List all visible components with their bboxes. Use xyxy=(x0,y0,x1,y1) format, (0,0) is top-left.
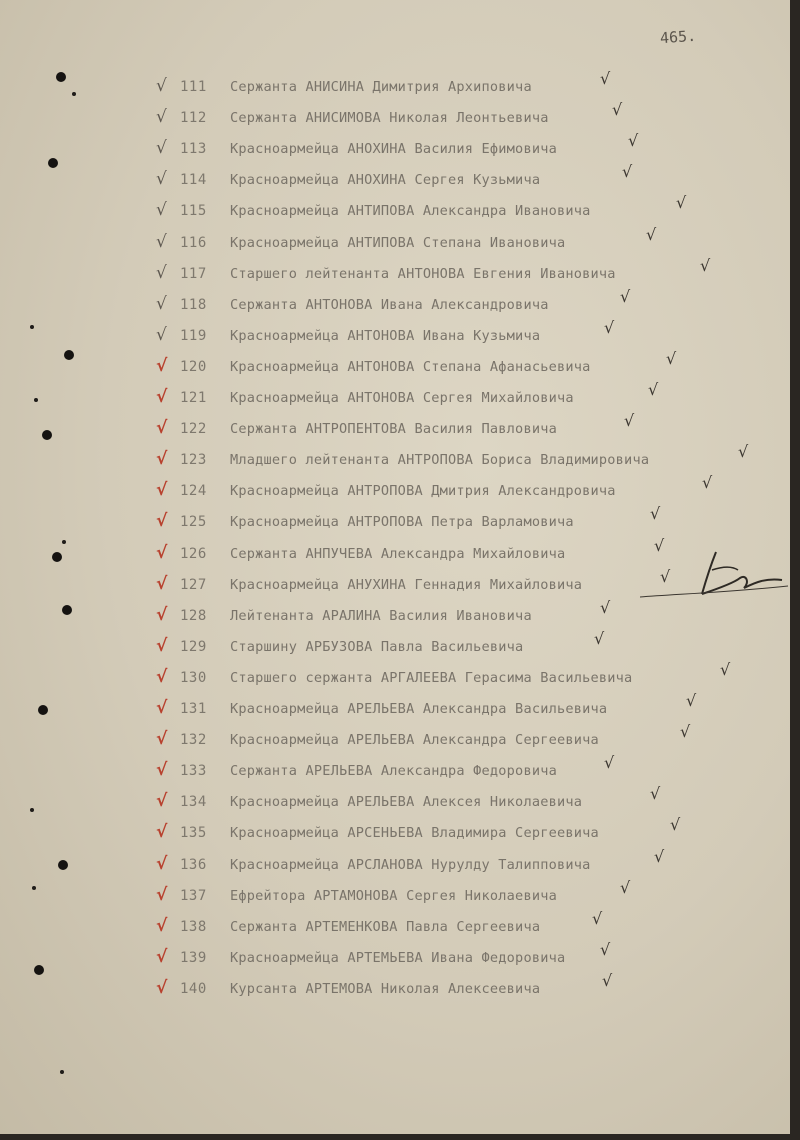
list-row xyxy=(0,473,790,504)
check-mark-icon: √ xyxy=(700,255,711,275)
row-name-text: Красноармейца АРСЕНЬЕВА Владимира Сергеевича xyxy=(230,825,599,842)
row-number: 121 xyxy=(180,390,207,406)
scan-edge-bottom xyxy=(0,1134,800,1140)
list-row xyxy=(0,628,790,660)
row-name-text: Старшего сержанта АРГАЛЕЕВА Герасима Васильевича xyxy=(230,669,633,686)
row-name-text: Лейтенанта АРАЛИНА Василия Ивановича xyxy=(230,607,532,624)
list-row xyxy=(0,100,790,131)
tick-mark-icon: √ xyxy=(156,791,168,812)
tick-mark-icon: √ xyxy=(156,387,168,407)
row-name-text: Красноармейца АРТЕМЬЕВА Ивана Федоровича xyxy=(230,949,566,966)
row-number: 123 xyxy=(180,452,207,469)
check-mark-icon: √ xyxy=(648,380,659,399)
check-mark-icon: √ xyxy=(686,691,697,710)
row-number: 122 xyxy=(180,421,207,438)
row-number: 132 xyxy=(180,732,207,749)
tick-mark-icon: √ xyxy=(156,729,168,750)
check-mark-icon: √ xyxy=(620,877,631,897)
tick-mark-icon: √ xyxy=(156,324,167,345)
list-row xyxy=(0,162,790,193)
check-mark-icon: √ xyxy=(620,286,631,306)
check-mark-icon: √ xyxy=(654,846,665,866)
list-row xyxy=(0,193,790,224)
tick-mark-icon: √ xyxy=(156,262,167,283)
check-mark-icon: √ xyxy=(666,348,677,368)
row-number: 137 xyxy=(180,887,207,904)
row-name-text: Сержанта АНПУЧЕВА Александра Михайловича xyxy=(230,545,566,562)
check-mark-icon: √ xyxy=(594,628,605,648)
row-number: 134 xyxy=(180,794,207,811)
row-name-text: Сержанта АРЕЛЬЕВА Александра Федоровича xyxy=(230,763,557,780)
list-row xyxy=(0,815,790,846)
row-name-text: Красноармейца АРЕЛЬЕВА Александра Васильевича xyxy=(230,701,608,717)
tick-mark-icon: √ xyxy=(156,293,167,314)
row-name-text: Красноармейца АНТРОПОВА Дмитрия Александровича xyxy=(230,483,616,500)
check-mark-icon: √ xyxy=(720,659,731,679)
tick-mark-icon: √ xyxy=(156,480,168,501)
row-name-text: Сержанта АНИСИНА Димитрия Архиповича xyxy=(230,79,532,95)
check-mark-icon: √ xyxy=(600,69,611,88)
check-mark-icon: √ xyxy=(624,411,635,431)
tick-mark-icon: √ xyxy=(156,200,167,221)
list-row xyxy=(0,131,790,162)
list-row xyxy=(0,442,790,473)
row-number: 113 xyxy=(180,141,207,158)
row-number: 135 xyxy=(180,825,207,842)
check-mark-icon: √ xyxy=(738,442,749,462)
check-mark-icon: √ xyxy=(604,753,615,773)
tick-mark-icon: √ xyxy=(156,169,167,190)
row-number: 140 xyxy=(180,980,207,997)
tick-mark-icon: √ xyxy=(156,853,168,874)
list-row xyxy=(0,908,790,940)
check-mark-icon: √ xyxy=(650,784,661,804)
list-row xyxy=(0,504,790,535)
row-name-text: Сержанта АНТРОПЕНТОВА Василия Павловича xyxy=(230,421,557,438)
row-name-text: Красноармейца АРЕЛЬЕВА Алексея Николаевича xyxy=(230,794,583,811)
row-number: 120 xyxy=(180,358,207,375)
check-mark-icon: √ xyxy=(676,193,687,213)
tick-mark-icon: √ xyxy=(156,822,168,843)
row-name-text: Красноармейца АНТРОПОВА Петра Варламовича xyxy=(230,514,574,531)
check-mark-icon: √ xyxy=(680,722,691,742)
row-number: 129 xyxy=(180,638,207,655)
check-mark-icon: √ xyxy=(600,597,611,617)
tick-mark-icon: √ xyxy=(156,107,167,128)
list-row xyxy=(0,753,790,784)
tick-mark-icon: √ xyxy=(156,977,168,998)
row-number: 112 xyxy=(180,110,207,127)
list-row xyxy=(0,722,790,753)
list-row xyxy=(0,411,790,442)
row-name-text: Красноармейца АНТИПОВА Александра Ивановича xyxy=(230,203,591,220)
tick-mark-icon: √ xyxy=(156,76,167,96)
row-name-text: Красноармейца АНОХИНА Сергея Кузьмича xyxy=(230,172,541,189)
check-mark-icon: √ xyxy=(646,224,657,244)
check-mark-icon: √ xyxy=(628,131,639,151)
row-number: 118 xyxy=(180,296,207,313)
tick-mark-icon: √ xyxy=(156,946,168,967)
list-row xyxy=(0,348,790,380)
row-name-text: Старшину АРБУЗОВА Павла Васильевича xyxy=(230,638,524,655)
tick-mark-icon: √ xyxy=(156,573,168,594)
tick-mark-icon: √ xyxy=(156,418,168,439)
list-row xyxy=(0,877,790,909)
row-number: 119 xyxy=(180,327,207,344)
row-name-text: Красноармейца АРЕЛЬЕВА Александра Сергеевича xyxy=(230,732,599,749)
row-number: 126 xyxy=(180,545,207,562)
row-name-text: Сержанта АРТЕМЕНКОВА Павла Сергеевича xyxy=(230,918,541,935)
tick-mark-icon: √ xyxy=(156,915,168,936)
check-mark-icon: √ xyxy=(612,100,623,120)
row-number: 136 xyxy=(180,856,207,873)
check-mark-icon: √ xyxy=(654,535,665,555)
list-row xyxy=(0,69,790,100)
check-mark-icon: √ xyxy=(604,317,615,337)
row-name-text: Старшего лейтенанта АНТОНОВА Евгения Ивановича xyxy=(230,265,616,282)
row-name-text: Красноармейца АНТОНОВА Сергея Михайловича xyxy=(230,390,574,406)
signature xyxy=(640,542,790,622)
row-name-text: Младшего лейтенанта АНТРОПОВА Бориса Владимировича xyxy=(230,452,650,469)
list-row xyxy=(0,970,790,1002)
list-row xyxy=(0,317,790,349)
tick-mark-icon: √ xyxy=(156,760,168,781)
tick-mark-icon: √ xyxy=(156,138,167,159)
row-number: 117 xyxy=(180,265,207,282)
list-row xyxy=(0,380,790,411)
list-row xyxy=(0,939,790,971)
row-name-text: Сержанта АНИСИМОВА Николая Леонтьевича xyxy=(230,110,549,127)
row-number: 128 xyxy=(180,607,207,624)
row-number: 125 xyxy=(180,514,207,531)
row-name-text: Красноармейца АНТОНОВА Степана Афанасьевича xyxy=(230,358,591,375)
row-number: 133 xyxy=(180,763,207,780)
tick-mark-icon: √ xyxy=(156,355,168,376)
tick-mark-icon: √ xyxy=(156,511,168,532)
list-row xyxy=(0,286,790,318)
row-number: 115 xyxy=(180,203,207,220)
tick-mark-icon: √ xyxy=(156,449,168,470)
row-number: 111 xyxy=(180,79,207,95)
row-number: 131 xyxy=(180,701,207,717)
tick-mark-icon: √ xyxy=(156,635,168,656)
row-name-text: Курсанта АРТЕМОВА Николая Алексеевича xyxy=(230,980,541,997)
row-name-text: Красноармейца АНУХИНА Геннадия Михайловича xyxy=(230,576,583,593)
folio-number: 465. xyxy=(659,26,697,48)
row-name-text: Сержанта АНТОНОВА Ивана Александровича xyxy=(230,296,549,313)
check-mark-icon: √ xyxy=(702,473,713,493)
scan-edge-right xyxy=(790,0,800,1140)
list-row xyxy=(0,691,790,722)
check-mark-icon: √ xyxy=(670,815,681,835)
row-name-text: Красноармейца АРСЛАНОВА Нурулду Талипповича xyxy=(230,856,591,873)
list-row xyxy=(0,659,790,691)
list-row xyxy=(0,255,790,287)
row-name-text: Красноармейца АНОХИНА Василия Ефимовича xyxy=(230,141,557,158)
tick-mark-icon: √ xyxy=(156,231,167,252)
check-mark-icon: √ xyxy=(622,162,633,182)
tick-mark-icon: √ xyxy=(156,604,168,625)
tick-mark-icon: √ xyxy=(156,666,168,687)
row-name-text: Ефрейтора АРТАМОНОВА Сергея Николаевича xyxy=(230,887,557,904)
list-row xyxy=(0,846,790,878)
tick-mark-icon: √ xyxy=(156,884,168,905)
row-number: 130 xyxy=(180,669,207,686)
check-mark-icon: √ xyxy=(650,504,661,524)
row-number: 116 xyxy=(180,234,207,251)
list-row xyxy=(0,784,790,815)
check-mark-icon: √ xyxy=(592,908,603,928)
row-number: 114 xyxy=(180,172,207,189)
row-name-text: Красноармейца АНТОНОВА Ивана Кузьмича xyxy=(230,327,541,344)
tick-mark-icon: √ xyxy=(156,698,168,718)
speck xyxy=(60,1070,64,1074)
check-mark-icon: √ xyxy=(600,939,611,959)
row-number: 127 xyxy=(180,576,207,593)
row-number: 124 xyxy=(180,483,207,500)
row-number: 138 xyxy=(180,918,207,935)
check-mark-icon: √ xyxy=(660,566,671,586)
tick-mark-icon: √ xyxy=(156,542,168,563)
list-row xyxy=(0,224,790,256)
row-number: 139 xyxy=(180,949,207,966)
row-name-text: Красноармейца АНТИПОВА Степана Ивановича xyxy=(230,234,566,251)
check-mark-icon: √ xyxy=(602,970,613,990)
